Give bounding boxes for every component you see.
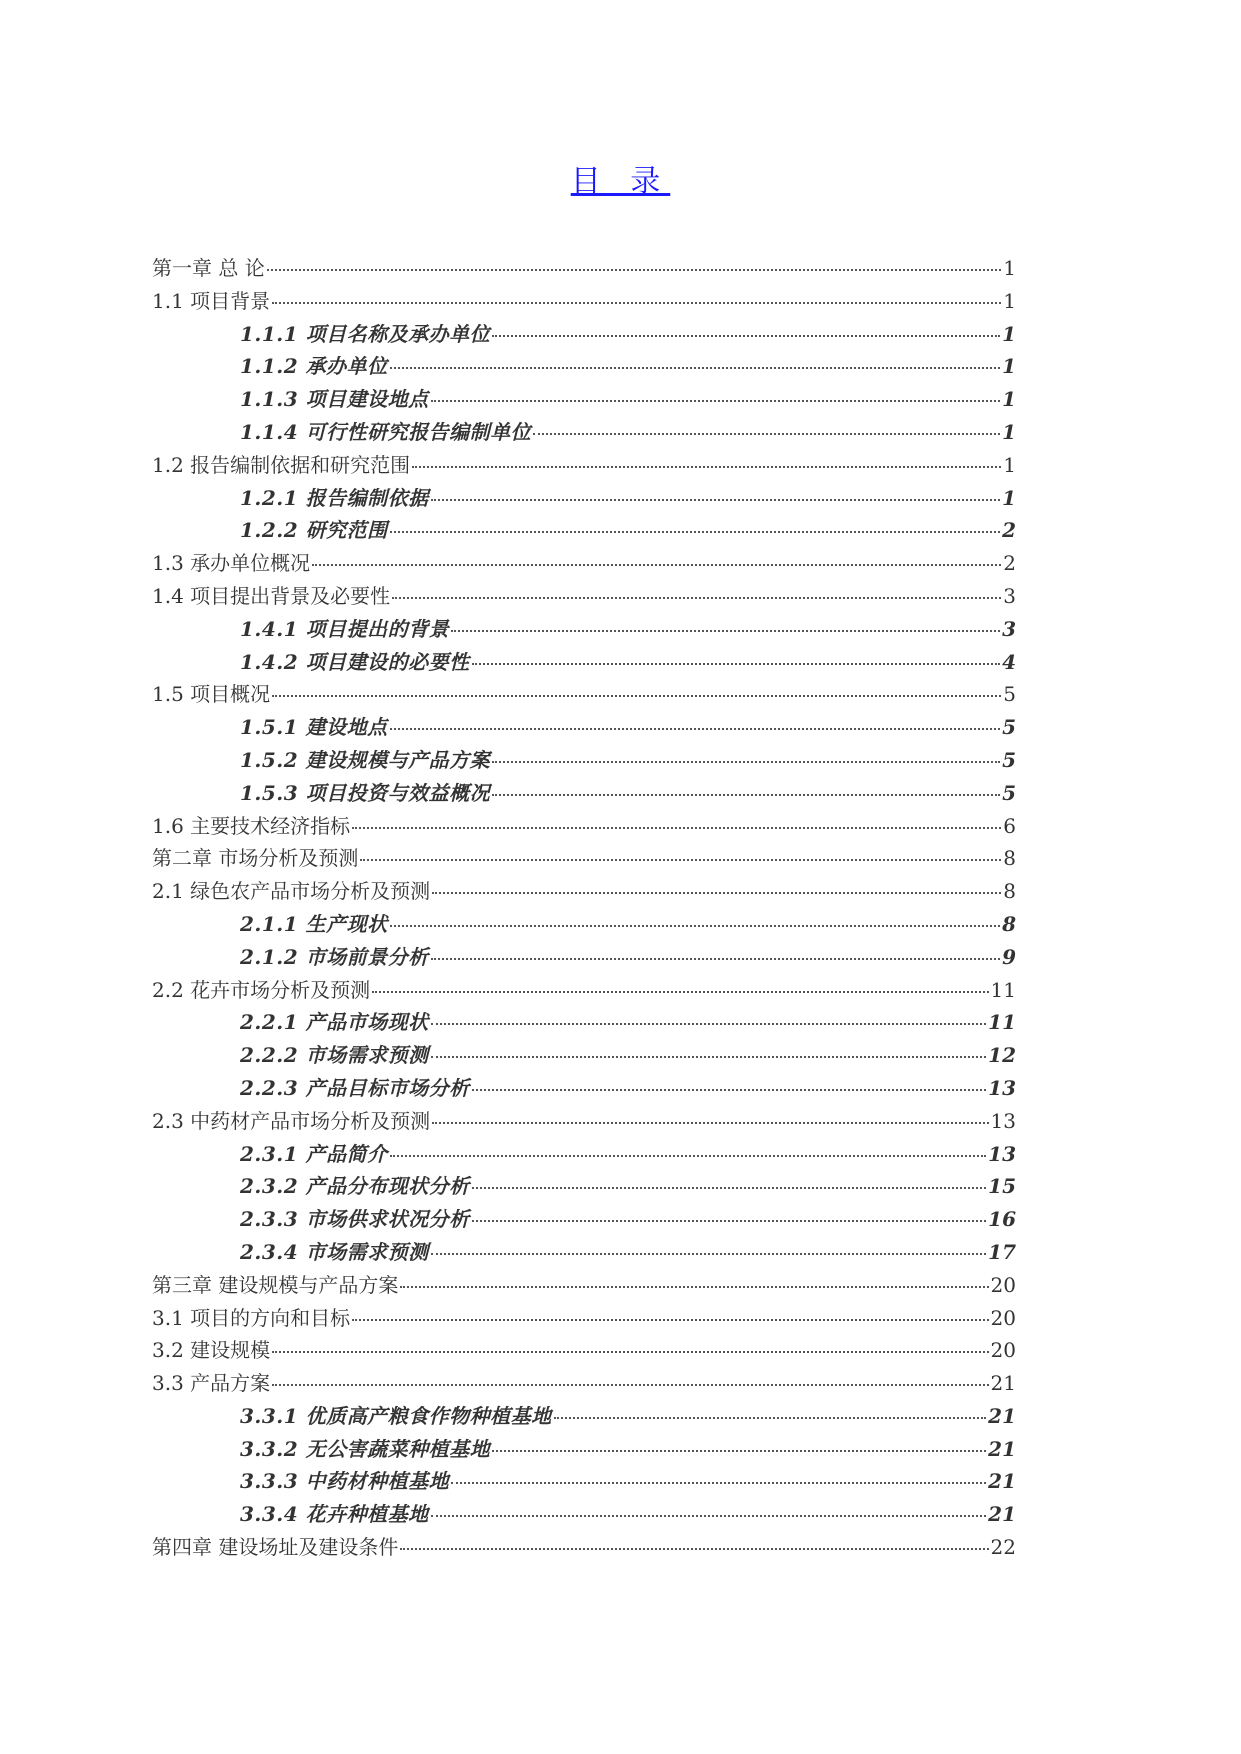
toc-entry-page: 12 xyxy=(988,1043,1016,1068)
dot-leader xyxy=(272,1384,988,1386)
toc-entry-page: 8 xyxy=(1003,846,1016,871)
toc-subentry[interactable] xyxy=(152,613,1016,646)
toc-entry-page: 21 xyxy=(988,1403,1016,1428)
toc-entry-page: 20 xyxy=(990,1272,1016,1297)
toc-subentry[interactable] xyxy=(152,1433,1016,1466)
dot-leader xyxy=(360,859,1001,861)
dot-leader xyxy=(472,1187,987,1189)
toc-entry-label: 3.3.4 花卉种植基地 xyxy=(240,1502,429,1527)
toc-subentry[interactable] xyxy=(152,1039,1016,1072)
toc-subentry[interactable] xyxy=(152,1170,1016,1203)
dot-leader xyxy=(554,1417,987,1419)
dot-leader xyxy=(431,1253,987,1255)
toc-subentry[interactable] xyxy=(152,1138,1016,1171)
toc-entry-page: 16 xyxy=(988,1207,1016,1232)
toc-entry[interactable] xyxy=(152,1367,1016,1400)
toc-entry[interactable] xyxy=(152,252,1016,285)
dot-leader xyxy=(392,597,1001,599)
toc-entry-page: 1 xyxy=(1002,419,1016,444)
toc-entry-label: 2.3.2 产品分布现状分析 xyxy=(240,1174,470,1199)
toc-subentry[interactable] xyxy=(152,744,1016,777)
toc-entry-label: 3.3.1 优质高产粮食作物种植基地 xyxy=(240,1403,552,1428)
toc-entry-label: 1.1 项目背景 xyxy=(152,288,271,313)
dot-leader xyxy=(272,1351,988,1353)
toc-entry-label: 第二章 市场分析及预测 xyxy=(152,846,359,871)
dot-leader xyxy=(352,827,1001,829)
dot-leader xyxy=(492,1450,986,1452)
toc-entry-page: 21 xyxy=(988,1469,1016,1494)
dot-leader xyxy=(472,663,1000,665)
dot-leader xyxy=(352,1319,988,1321)
toc-entry-label: 1.3 承办单位概况 xyxy=(152,551,311,576)
dot-leader xyxy=(412,466,1001,468)
toc-entry-label: 2.2 花卉市场分析及预测 xyxy=(152,977,371,1002)
dot-leader xyxy=(451,1482,986,1484)
dot-leader xyxy=(390,1155,987,1157)
toc-entry-label: 1.2.1 报告编制依据 xyxy=(240,485,429,510)
toc-entry-page: 21 xyxy=(988,1436,1016,1461)
toc-entry[interactable] xyxy=(152,678,1016,711)
toc-entry-label: 2.2.2 市场需求预测 xyxy=(240,1043,429,1068)
toc-entry-page: 11 xyxy=(988,1010,1016,1035)
toc-entry-page: 5 xyxy=(1003,682,1016,707)
toc-entry-page: 3 xyxy=(1003,583,1016,608)
dot-leader xyxy=(272,695,1001,697)
toc-entry-label: 2.3.4 市场需求预测 xyxy=(240,1239,429,1264)
toc-subentry[interactable] xyxy=(152,777,1016,810)
toc-entry-label: 2.1.1 生产现状 xyxy=(240,911,388,936)
toc-entry-page: 2 xyxy=(1003,551,1016,576)
toc-entry-label: 3.1 项目的方向和目标 xyxy=(152,1305,351,1330)
toc-entry-label: 1.4.2 项目建设的必要性 xyxy=(240,649,470,674)
toc-entry-page: 15 xyxy=(988,1174,1016,1199)
dot-leader xyxy=(312,564,1001,566)
toc-entry-page: 20 xyxy=(990,1305,1016,1330)
toc-subentry[interactable] xyxy=(152,383,1016,416)
toc-entry-label: 1.1.3 项目建设地点 xyxy=(240,387,429,412)
toc-entry-page: 1 xyxy=(1003,452,1016,477)
toc-entry-page: 5 xyxy=(1002,715,1016,740)
toc-entry-label: 2.3.1 产品简介 xyxy=(240,1141,388,1166)
dot-leader xyxy=(472,1220,987,1222)
dot-leader xyxy=(492,794,1000,796)
dot-leader xyxy=(431,1056,987,1058)
toc-entry-page: 21 xyxy=(988,1502,1016,1527)
dot-leader xyxy=(431,1515,987,1517)
toc-entry-page: 6 xyxy=(1003,813,1016,838)
toc-entry[interactable] xyxy=(152,1269,1016,1302)
dot-leader xyxy=(390,367,1000,369)
toc-entry-label: 1.5.3 项目投资与效益概况 xyxy=(240,780,491,805)
toc-subentry[interactable] xyxy=(152,1072,1016,1105)
toc-entry-label: 2.3 中药材产品市场分析及预测 xyxy=(152,1108,431,1133)
toc-entry-label: 3.3.3 中药材种植基地 xyxy=(240,1469,450,1494)
toc-entry[interactable] xyxy=(152,1105,1016,1138)
toc-entry-page: 17 xyxy=(988,1239,1016,1264)
toc-entry-label: 1.2 报告编制依据和研究范围 xyxy=(152,452,411,477)
toc-subentry[interactable] xyxy=(152,1498,1016,1531)
toc-entry-label: 1.5 项目概况 xyxy=(152,682,271,707)
toc-entry-page: 22 xyxy=(990,1535,1016,1560)
dot-leader xyxy=(431,1023,987,1025)
toc-entry-page: 21 xyxy=(990,1371,1016,1396)
toc-entry-page: 1 xyxy=(1003,256,1016,280)
toc-subentry[interactable] xyxy=(152,711,1016,744)
dot-leader xyxy=(451,630,1000,632)
toc-entry[interactable] xyxy=(152,1334,1016,1367)
toc-subentry[interactable] xyxy=(152,514,1016,547)
toc-subentry[interactable] xyxy=(152,646,1016,679)
dot-leader xyxy=(272,302,1001,304)
toc-entry[interactable] xyxy=(152,449,1016,482)
toc-entry-label: 1.2.2 研究范围 xyxy=(240,518,388,543)
toc-entry-page: 5 xyxy=(1002,747,1016,772)
dot-leader xyxy=(432,892,1001,894)
toc-subentry[interactable] xyxy=(152,1400,1016,1433)
toc-entry[interactable] xyxy=(152,974,1016,1007)
toc-subentry[interactable] xyxy=(152,350,1016,383)
toc-entry-page: 1 xyxy=(1002,485,1016,510)
toc-entry-page: 13 xyxy=(988,1075,1016,1100)
toc-entry-page: 1 xyxy=(1002,354,1016,379)
toc-entry-page: 9 xyxy=(1002,944,1016,969)
toc-entry-page: 8 xyxy=(1002,911,1016,936)
dot-leader xyxy=(372,991,988,993)
toc-entry-page: 1 xyxy=(1002,387,1016,412)
dot-leader xyxy=(431,400,1000,402)
toc-entry-label: 2.1.2 市场前景分析 xyxy=(240,944,429,969)
toc-entry[interactable] xyxy=(152,1531,1016,1564)
toc-entry-label: 1.5.2 建设规模与产品方案 xyxy=(240,747,491,772)
toc-entry-label: 1.4.1 项目提出的背景 xyxy=(240,616,450,641)
dot-leader xyxy=(533,433,1000,435)
dot-leader xyxy=(431,499,1000,501)
toc-entry-page: 13 xyxy=(988,1141,1016,1166)
toc-entry-page: 11 xyxy=(990,977,1016,1002)
toc-entry-label: 1.5.1 建设地点 xyxy=(240,715,388,740)
toc-entry-label: 第一章 总 论 xyxy=(152,256,265,280)
toc-subentry[interactable] xyxy=(152,318,1016,351)
toc-subentry[interactable] xyxy=(152,941,1016,974)
toc-entry-page: 13 xyxy=(990,1108,1016,1133)
dot-leader xyxy=(400,1286,988,1288)
toc-entry-label: 1.1.1 项目名称及承办单位 xyxy=(240,321,491,346)
dot-leader xyxy=(400,1548,988,1550)
toc-entry-label: 3.3.2 无公害蔬菜种植基地 xyxy=(240,1436,491,1461)
toc-entry-page: 3 xyxy=(1002,616,1016,641)
toc-entry-page: 20 xyxy=(990,1338,1016,1363)
toc-entry-page: 4 xyxy=(1002,649,1016,674)
toc-entry[interactable] xyxy=(152,285,1016,318)
toc-entry-label: 第四章 建设场址及建设条件 xyxy=(152,1535,399,1560)
dot-leader xyxy=(472,1089,987,1091)
toc-entry-label: 3.2 建设规模 xyxy=(152,1338,271,1363)
toc-entry[interactable] xyxy=(152,810,1016,843)
toc-entry-label: 2.2.1 产品市场现状 xyxy=(240,1010,429,1035)
toc-entry[interactable] xyxy=(152,580,1016,613)
toc-entry-label: 第三章 建设规模与产品方案 xyxy=(152,1272,399,1297)
toc-subentry[interactable] xyxy=(152,908,1016,941)
toc-entry[interactable] xyxy=(152,1302,1016,1335)
dot-leader xyxy=(492,335,1000,337)
toc-entry-label: 1.4 项目提出背景及必要性 xyxy=(152,583,391,608)
toc-entry-page: 2 xyxy=(1002,518,1016,543)
toc-entry-label: 1.6 主要技术经济指标 xyxy=(152,813,351,838)
toc-subentry[interactable] xyxy=(152,1465,1016,1498)
toc-subentry[interactable] xyxy=(152,482,1016,515)
dot-leader xyxy=(390,531,1000,533)
toc-entry-label: 3.3 产品方案 xyxy=(152,1371,271,1396)
toc-subentry[interactable] xyxy=(152,1203,1016,1236)
toc-subentry[interactable] xyxy=(152,416,1016,449)
dot-leader xyxy=(432,1122,988,1124)
toc-entry-page: 8 xyxy=(1003,879,1016,904)
toc-entry-page: 1 xyxy=(1003,288,1016,313)
toc-entry[interactable] xyxy=(152,547,1016,580)
toc-subentry[interactable] xyxy=(152,1006,1016,1039)
dot-leader xyxy=(267,269,1002,271)
toc-entry[interactable] xyxy=(152,842,1016,875)
toc-entry-page: 1 xyxy=(1002,321,1016,346)
dot-leader xyxy=(390,925,1000,927)
dot-leader xyxy=(431,958,1000,960)
toc-subentry[interactable] xyxy=(152,1236,1016,1269)
toc-entry-label: 1.1.2 承办单位 xyxy=(240,354,388,379)
toc-title[interactable]: 目 录 xyxy=(570,164,671,199)
toc-entry-label: 2.1 绿色农产品市场分析及预测 xyxy=(152,879,431,904)
toc-entry-label: 2.3.3 市场供求状况分析 xyxy=(240,1207,470,1232)
dot-leader xyxy=(492,761,1000,763)
toc-entry[interactable] xyxy=(152,875,1016,908)
dot-leader xyxy=(390,728,1000,730)
toc-entry-page: 5 xyxy=(1002,780,1016,805)
toc-list xyxy=(152,252,1016,1564)
toc-entry-label: 1.1.4 可行性研究报告编制单位 xyxy=(240,419,532,444)
toc-entry-label: 2.2.3 产品目标市场分析 xyxy=(240,1075,470,1100)
